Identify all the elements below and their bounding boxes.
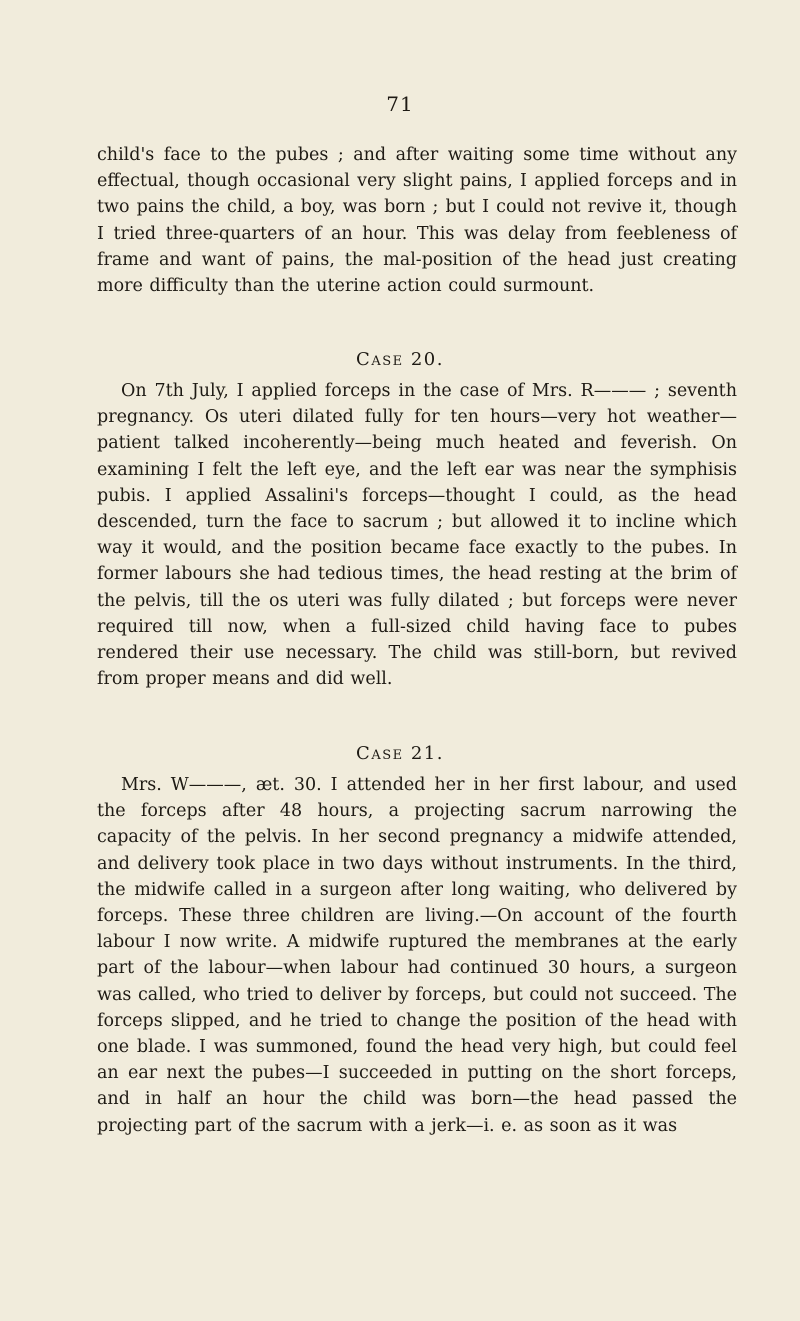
case-20-text: On 7th July, I applied forceps in the case of Mrs. R——— ; seventh pregnancy. Os uteri dilated fully for ten hours—very hot weather—patient talked incoherently—being much heated and feverish. On examining I felt the left eye, and the left ear was near the symphisis pubis. I applied Assalini's forceps—thought I could, as the head descended, turn the face to sacrum ; but allowed it to incline which way it would, and the position became face exactly to the pubes. In former labours she had tedious times, the head resting at the brim of the pelvis, till the os uteri was fully dilated ; but forceps were never required till now, when a full-sized child having face to pubes rendered their use necessary. The child was still-born, but revived from proper means and did well. [97,381,737,690]
case-21-heading: Case 21. [356,743,444,764]
continuation-text: child's face to the pubes ; and after waiting some time without any effectual, though occasional very slight pains, I applied forceps and in two pains the child, a boy, was born ; but I could not revive it, though I tried three-quarters of an hour. This was delay from feebleness of frame and want of pains, the mal-position of the head just creating more difficulty than the uterine action could surmount. [97,145,737,297]
case-20-paragraph [97,378,737,692]
continuation-paragraph [97,142,737,299]
page-number: 71 [386,92,414,116]
case-20-heading: Case 20. [356,349,444,370]
case-21-text: Mrs. W———, æt. 30. I attended her in her first labour, and used the forceps after 48 hours, a projecting sacrum narrowing the capacity of the pelvis. In her second pregnancy a midwife attended, and delivery took place in two days without instruments. In the third, the midwife called in a surgeon after long waiting, who delivered by forceps. These three children are living.—On account of the fourth labour I now write. A midwife ruptured the membranes at the early part of the labour—when labour had continued 30 hours, a surgeon was called, who tried to deliver by forceps, but could not succeed. The forceps slipped, and he tried to change the position of the head with one blade. I was summoned, found the head very high, but could feel an ear next the pubes—I succeeded in putting on the short forceps, and in half an hour the child was born—the head passed the projecting part of the sacrum with a jerk—i. e. as soon as it was [97,775,737,1136]
case-21-paragraph [97,772,737,1139]
